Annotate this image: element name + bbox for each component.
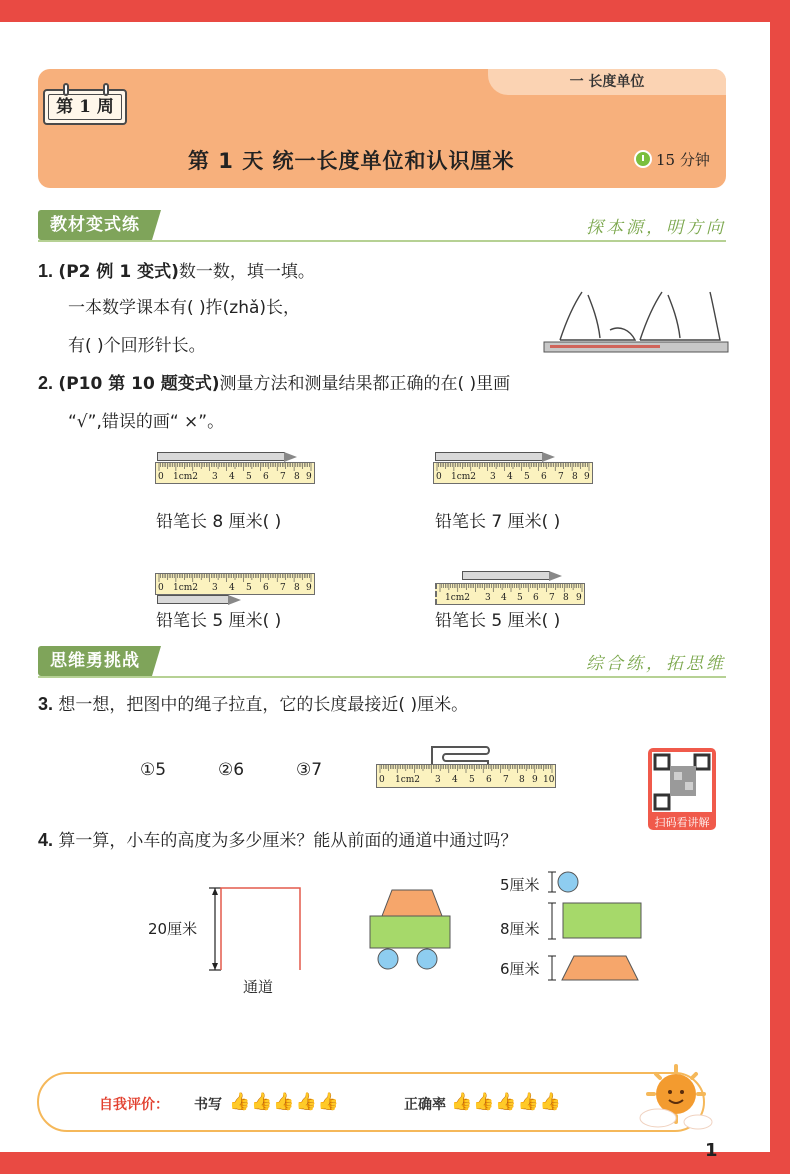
tick-label: 8: [294, 583, 300, 593]
tick-label: 0: [436, 472, 442, 482]
pencil-d: [462, 571, 550, 580]
section-title: 教材变式练: [38, 210, 152, 240]
tick-label: 4: [229, 472, 235, 482]
body-part: [548, 901, 644, 943]
tick-label: 3: [485, 593, 491, 603]
tick-label: 4: [501, 593, 507, 603]
tick-label: 9: [532, 775, 538, 785]
passage-label: 通道: [243, 978, 274, 996]
tick-label: 9: [306, 583, 312, 593]
car-roof: [382, 890, 442, 916]
pencil-b: [435, 452, 543, 461]
evaluation-title: 自我评价：: [99, 1097, 169, 1113]
ruler-c: [155, 573, 315, 595]
tick-label: 4: [507, 472, 513, 482]
lesson-title: 第 1 天 统一长度单位和认识厘米: [188, 149, 515, 173]
body-height-label: 8厘米: [500, 920, 540, 938]
q1-line-clip: 有( )个回形针长。: [68, 336, 206, 356]
tick-label: 5: [246, 472, 252, 482]
section-slogan: 综合练，拓思维: [586, 654, 726, 674]
hand-icon: [640, 292, 720, 340]
week-label: 第 1 周: [56, 97, 114, 117]
calendar-ring-icon: [63, 83, 69, 96]
self-evaluation: [37, 1072, 705, 1132]
wheel-icon: [417, 949, 437, 969]
qr-code[interactable]: [648, 748, 716, 830]
tick-label: 3: [490, 472, 496, 482]
wheel-icon: [378, 949, 398, 969]
answer-2b[interactable]: 铅笔长 7 厘米( ): [435, 512, 561, 532]
question-1: [38, 257, 315, 282]
tick-label: 6: [533, 593, 539, 603]
pencil-a: [157, 452, 285, 461]
time-estimate: [634, 149, 710, 170]
hand-icon: [560, 292, 635, 340]
qr-label: 扫码看讲解: [654, 816, 710, 829]
tick-label: 7: [503, 775, 509, 785]
writing-rating[interactable]: 👍👍👍👍👍: [229, 1092, 340, 1112]
page-number: 1: [705, 1140, 718, 1161]
tick-label: 9: [306, 472, 312, 482]
time-label: 15 分钟: [656, 151, 710, 169]
tick-label: 6: [263, 583, 269, 593]
worksheet-page: [0, 22, 770, 1161]
ruler-a: [155, 462, 315, 484]
question-number: 4.: [38, 830, 54, 850]
unit-title: 一 长度单位: [488, 69, 726, 95]
answer-2c[interactable]: 铅笔长 5 厘米( ): [156, 611, 282, 631]
sun-mascot-icon: [636, 1062, 718, 1134]
passage-height-label: 20厘米: [148, 920, 198, 938]
option-3[interactable]: ③7: [296, 760, 323, 780]
passage-diagram: [205, 884, 305, 974]
tick-label: 3: [435, 775, 441, 785]
tick-label: 10: [543, 775, 555, 785]
pencil-c: [157, 595, 229, 604]
tick-label: 9: [576, 593, 582, 603]
question-text: 想一想，把图中的绳子拉直，它的长度最接近( )厘米。: [58, 695, 469, 715]
accuracy-rating[interactable]: 👍👍👍👍👍: [451, 1092, 562, 1112]
question-number: 2.: [38, 373, 54, 393]
answer-2d[interactable]: 铅笔长 5 厘米( ): [435, 611, 561, 631]
tick-label: 8: [563, 593, 569, 603]
question-source: (P10 第 10 题变式): [58, 374, 220, 394]
roof-part: [548, 954, 644, 982]
option-2[interactable]: ②6: [218, 760, 245, 780]
section-title: 思维勇挑战: [38, 646, 152, 676]
tick-label: 1cm2: [395, 775, 421, 785]
tick-label: 8: [572, 472, 578, 482]
tick-label: 1cm2: [173, 472, 199, 482]
section-slogan: 探本源，明方向: [586, 218, 726, 238]
book-stripe: [550, 345, 660, 348]
roof-height-label: 6厘米: [500, 960, 540, 978]
question-text: 数一数，填一填。: [178, 262, 315, 282]
car-diagram: [368, 886, 452, 972]
tick-label: 9: [584, 472, 590, 482]
question-2: [38, 369, 510, 394]
passage-frame: [221, 888, 300, 970]
tick-label: 6: [541, 472, 547, 482]
question-4: [38, 826, 517, 851]
accuracy-label: 正确率: [404, 1097, 446, 1113]
week-badge: [43, 89, 127, 125]
tick-label: 6: [486, 775, 492, 785]
tick-label: 7: [549, 593, 555, 603]
tick-label: 1cm2: [173, 583, 199, 593]
calendar-ring-icon: [103, 83, 109, 96]
car-body: [370, 916, 450, 948]
question-text: 算一算，小车的高度为多少厘米？能从前面的通道中通过吗？: [58, 831, 518, 851]
tick-label: 1cm2: [451, 472, 477, 482]
tick-label: 8: [519, 775, 525, 785]
tick-label: 5: [246, 583, 252, 593]
tick-label: 5: [469, 775, 475, 785]
question-text: 测量方法和测量结果都正确的在( )里画: [219, 374, 511, 394]
clock-icon: [634, 150, 652, 168]
qr-pattern-icon: [652, 752, 712, 812]
ruler-d: [435, 583, 585, 605]
tick-label: 6: [263, 472, 269, 482]
tick-label: 5: [524, 472, 530, 482]
ruler-b: [433, 462, 593, 484]
tick-label: 7: [558, 472, 564, 482]
tick-label: 8: [294, 472, 300, 482]
tick-label: 0: [379, 775, 385, 785]
tick-label: 4: [229, 583, 235, 593]
question-3: [38, 690, 468, 715]
tick-label: 7: [280, 472, 286, 482]
answer-2a[interactable]: 铅笔长 8 厘米( ): [156, 512, 282, 532]
option-1[interactable]: ①5: [140, 760, 167, 780]
tick-label: 3: [212, 583, 218, 593]
tick-label: 3: [212, 472, 218, 482]
ruler-q3: [376, 764, 556, 788]
section-header-textbook: [38, 210, 726, 240]
tick-label: 0: [158, 472, 164, 482]
tick-label: 4: [452, 775, 458, 785]
tick-label: 1cm2: [445, 593, 471, 603]
tick-label: 0: [158, 583, 164, 593]
wheel-part: [548, 870, 588, 894]
hand-span-illustration: [540, 290, 730, 358]
question-number: 1.: [38, 261, 54, 281]
section-header-challenge: [38, 646, 726, 676]
question-source: (P2 例 1 变式): [58, 262, 179, 282]
q2-instruction: “√”,错误的画“ ×”。: [68, 412, 225, 432]
lesson-header: [38, 69, 726, 188]
writing-label: 书写: [194, 1097, 222, 1113]
tick-label: 7: [280, 583, 286, 593]
question-number: 3.: [38, 694, 54, 714]
q1-line-span: 一本数学课本有( )拃(zhǎ)长，: [68, 298, 301, 318]
wheel-height-label: 5厘米: [500, 876, 540, 894]
tick-label: 5: [517, 593, 523, 603]
